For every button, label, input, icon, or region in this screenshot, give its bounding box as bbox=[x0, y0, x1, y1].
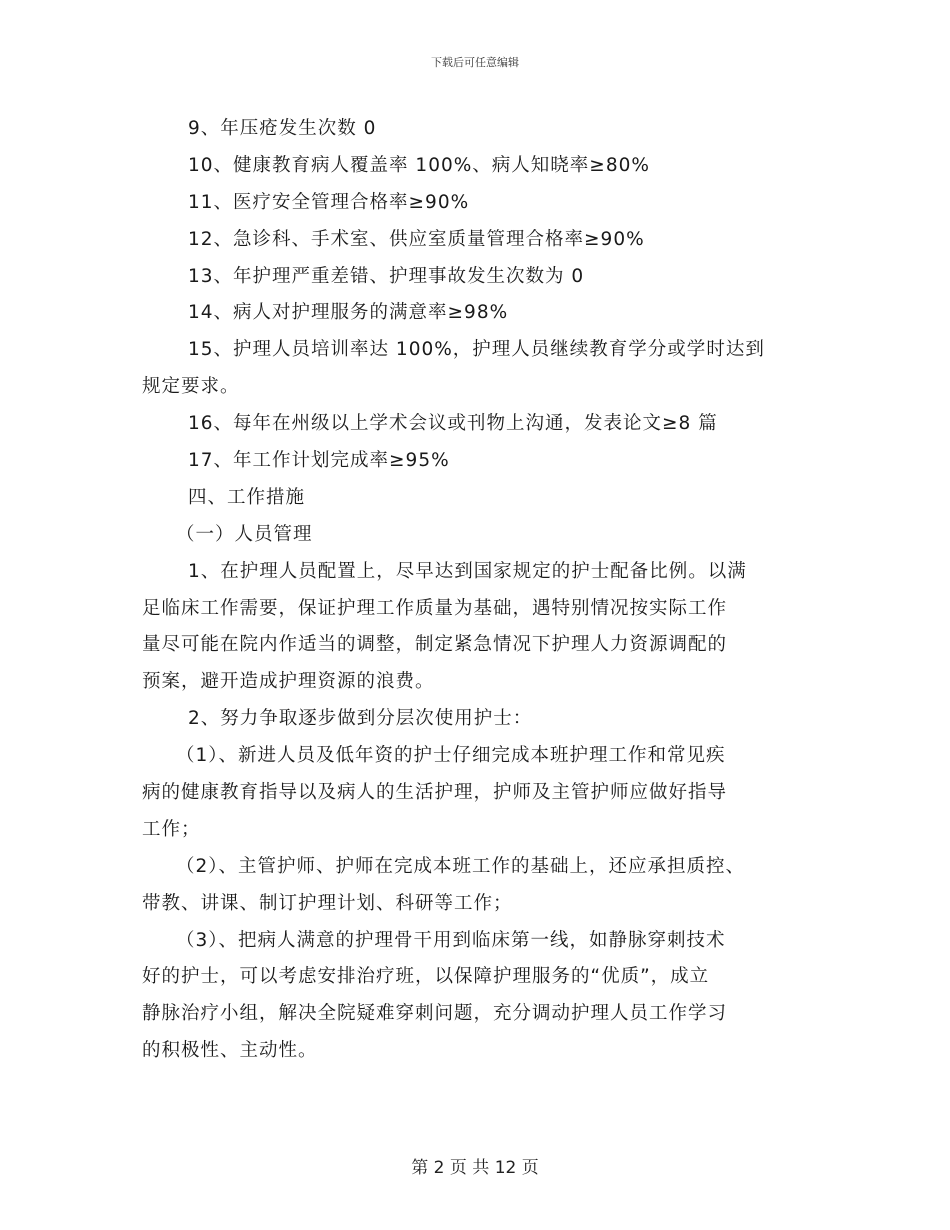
paragraph-line: 9、年压疮发生次数 0 bbox=[188, 118, 377, 139]
section-heading: 四、工作措施 bbox=[188, 486, 306, 508]
paragraph-line: 12、急诊科、手术室、供应室质量管理合格率≥90% bbox=[188, 228, 645, 250]
paragraph-line: 17、年工作计划完成率≥95% bbox=[188, 450, 450, 472]
page-number: 第 2 页 共 12 页 bbox=[411, 1158, 539, 1178]
paragraph-line: 1、在护理人员配置上，尽早达到国家规定的护士配备比例。以满 bbox=[188, 560, 747, 582]
paragraph-line: 13、年护理严重差错、护理事故发生次数为 0 bbox=[188, 265, 585, 287]
paragraph-line: （2）、主管护师、护师在完成本班工作的基础上，还应承担质控、 bbox=[176, 855, 746, 877]
paragraph-line: 10、健康教育病人覆盖率 100%、病人知晓率≥80% bbox=[188, 154, 650, 176]
paragraph-line: 带教、讲课、制订护理计划、科研等工作； bbox=[142, 892, 513, 914]
page-header: 下载后可任意编辑 bbox=[431, 56, 519, 69]
paragraph-line: 规定要求。 bbox=[142, 376, 240, 398]
paragraph-line: 足临床工作需要，保证护理工作质量为基础，遇特别情况按实际工作 bbox=[142, 597, 728, 619]
paragraph-line: （3）、把病人满意的护理骨干用到临床第一线，如静脉穿刺技术 bbox=[176, 929, 726, 951]
paragraph-line: 静脉治疗小组，解决全院疑难穿刺问题，充分调动护理人员工作学习 bbox=[142, 1003, 728, 1025]
paragraph-line: （1）、新进人员及低年资的护士仔细完成本班护理工作和常见疾 bbox=[176, 745, 726, 767]
document-body bbox=[142, 111, 832, 1070]
subsection-heading: （一）人员管理 bbox=[176, 523, 313, 545]
paragraph-line: 16、每年在州级以上学术会议或刊物上沟通，发表论文≥8 篇 bbox=[188, 413, 718, 435]
paragraph-line: 11、医疗安全管理合格率≥90% bbox=[188, 191, 470, 213]
paragraph-line: 14、病人对护理服务的满意率≥98% bbox=[188, 302, 509, 324]
paragraph-line: 预案，避开造成护理资源的浪费。 bbox=[142, 671, 435, 693]
paragraph-line: 好的护士，可以考虑安排治疗班，以保障护理服务的“优质”，成立 bbox=[142, 966, 710, 988]
paragraph-line: 15、护理人员培训率达 100%，护理人员继续教育学分或学时达到 bbox=[188, 339, 765, 361]
paragraph-line: 病的健康教育指导以及病人的生活护理，护师及主管护师应做好指导 bbox=[142, 782, 728, 804]
paragraph-line: 的积极性、主动性。 bbox=[142, 1040, 318, 1062]
paragraph-line: 工作； bbox=[142, 818, 201, 840]
paragraph-line: 量尽可能在院内作适当的调整，制定紧急情况下护理人力资源调配的 bbox=[142, 634, 728, 656]
paragraph-line: 2、努力争取逐步做到分层次使用护士： bbox=[188, 708, 533, 730]
